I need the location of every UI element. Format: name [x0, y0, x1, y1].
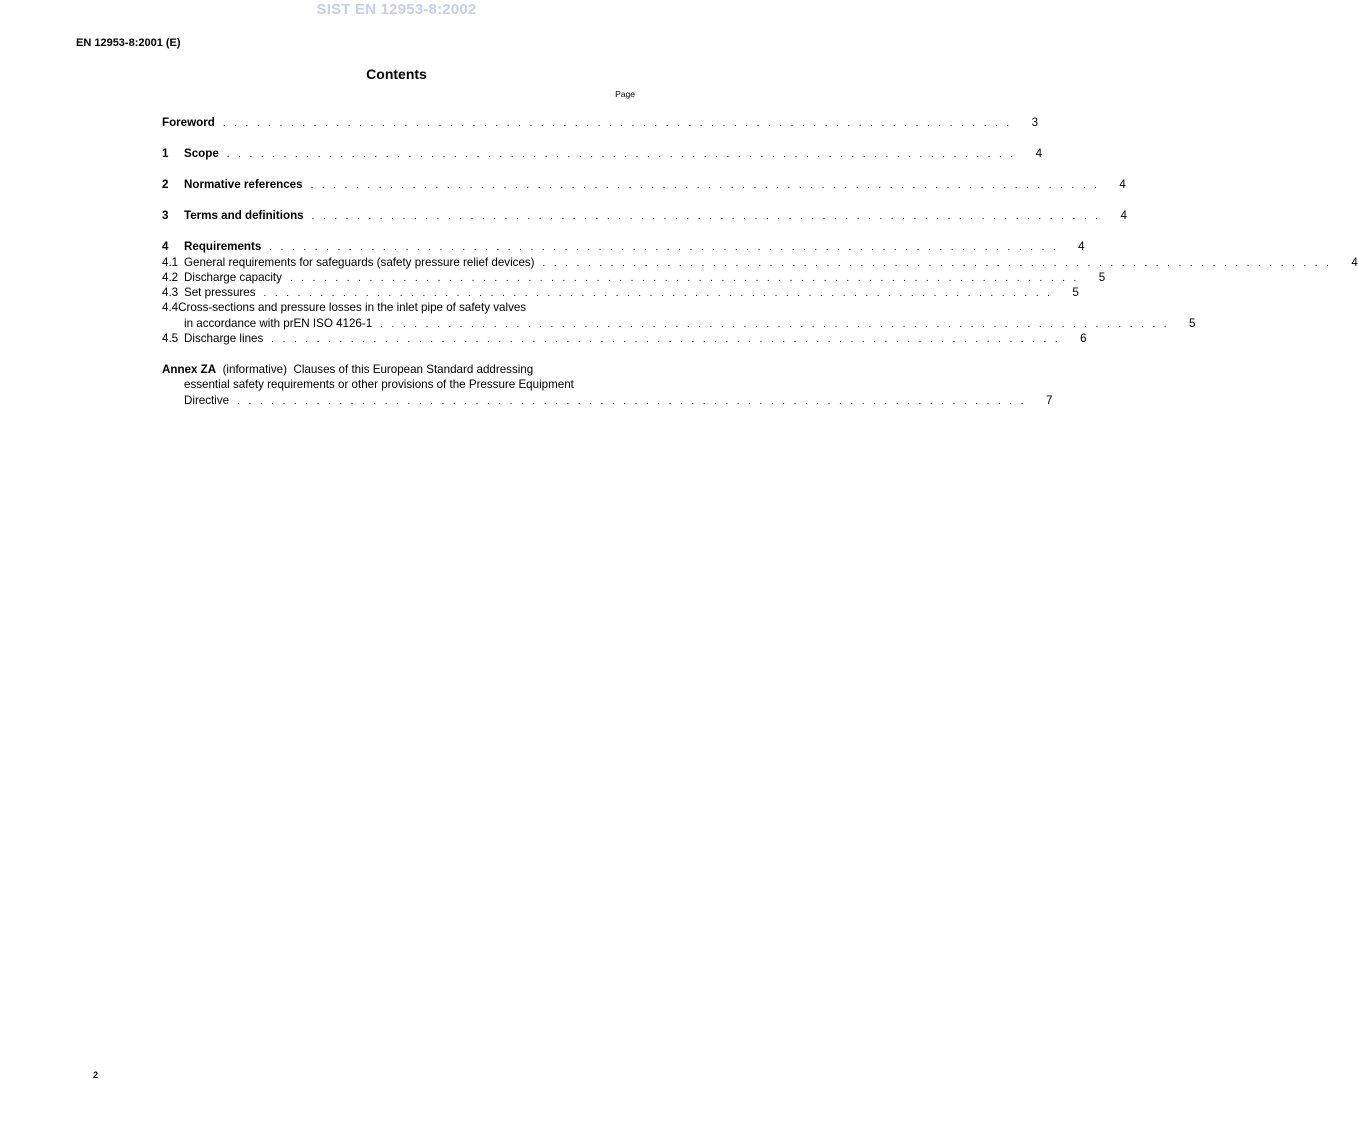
toc-entry-label — [162, 255, 543, 270]
toc-entry-terms-and-definitions[interactable] — [162, 208, 1127, 223]
toc-page-number: 5 — [1098, 271, 1106, 284]
toc-page-number: 4 — [1119, 178, 1126, 191]
toc-entry-number: 4.3 — [162, 286, 179, 299]
toc-entry-label — [162, 285, 264, 300]
annex-type: (informative) — [222, 363, 287, 376]
page-number: 2 — [93, 1070, 99, 1080]
toc-page-number: 3 — [1031, 116, 1039, 129]
leader-dots: . . . . . . . . . . . . . . . . . . . . . . . . . . . . . . . . . . . . . . . . . . . . . . . . . . . . . . . . . . . . . . . . . . . . . . — [263, 288, 1053, 299]
toc-entry-label — [162, 270, 290, 285]
contents-title: Contents — [366, 66, 427, 82]
page-column-label: Page — [615, 89, 635, 99]
annex-title-line2: essential safety requirements or other provisions of the Pressure Equipment — [184, 378, 574, 391]
toc-entry-title: Cross-sections and pressure losses in the inlet pipe of safety valves — [178, 301, 527, 314]
leader-dots: . . . . . . . . . . . . . . . . . . . . . . . . . . . . . . . . . . . . . . . . . . . . . . . . . . . . . . . . . . . . . . . . . . . . . . — [289, 273, 1080, 284]
toc-page-number: 4 — [1351, 256, 1358, 269]
toc-entry-number: 4 — [162, 240, 169, 253]
toc-entry-annex-za-line2 — [162, 377, 574, 392]
document-id: EN 12953-8:2001 (E) — [76, 37, 181, 49]
toc-entry-number: 4.1 — [162, 256, 179, 269]
toc-page-number: 5 — [1072, 286, 1079, 299]
toc-entry-normative-references[interactable] — [162, 177, 1126, 192]
toc-entry-label — [162, 177, 311, 192]
toc-entry-label — [162, 239, 269, 254]
leader-dots: . . . . . . . . . . . . . . . . . . . . . . . . . . . . . . . . . . . . . . . . . . . . . . . . . . . . . . . . . . . . . . . . . . . . . . — [542, 258, 1332, 269]
toc-entry-annex-za-line3[interactable] — [162, 393, 1053, 408]
toc-entry-number: 4.5 — [162, 332, 179, 345]
toc-entry-number: 4.2 — [162, 271, 179, 284]
toc-entry-4-4-line1[interactable] — [162, 300, 526, 315]
watermark: SIST EN 12953-8:2002 — [316, 1, 477, 18]
toc-entry-number: 2 — [162, 178, 169, 191]
toc-entry-title: Discharge capacity — [184, 271, 282, 284]
toc-entry-4-5[interactable] — [162, 331, 1087, 346]
leader-dots: . . . . . . . . . . . . . . . . . . . . . . . . . . . . . . . . . . . . . . . . . . . . . . . . . . . . . . . . . . . . . . . . . . . . . . — [269, 242, 1059, 253]
toc-entry-label: in accordance with prEN ISO 4126-1 — [184, 317, 373, 330]
toc-page-number: 5 — [1189, 317, 1196, 330]
toc-entry-4-2[interactable] — [162, 270, 1106, 285]
toc-entry-label — [162, 208, 312, 223]
toc-entry-number: 3 — [162, 209, 169, 222]
toc-entry-label — [162, 331, 271, 346]
leader-dots: . . . . . . . . . . . . . . . . . . . . . . . . . . . . . . . . . . . . . . . . . . . . . . . . . . . . . . . . . . . . . . . . . . . . . . — [310, 180, 1100, 191]
toc-entry-label: Foreword — [162, 116, 215, 129]
toc-entry-label — [162, 146, 227, 161]
toc-page-number: 4 — [1120, 209, 1127, 222]
leader-dots: . . . . . . . . . . . . . . . . . . . . . . . . . . . . . . . . . . . . . . . . . . . . . . . . . . . . . . . . . . . . . . . . . . . . . . — [380, 319, 1170, 330]
toc-entry-requirements[interactable] — [162, 239, 1085, 254]
toc-entry-number: 4.4 — [162, 301, 179, 314]
toc-entry-title: Normative references — [184, 178, 303, 191]
toc-entry-title: General requirements for safeguards (safety pressure relief devices) — [184, 256, 535, 269]
toc-page-number: 4 — [1035, 147, 1043, 160]
toc-entry-title: Discharge lines — [184, 332, 264, 345]
toc-entry-number: 1 — [162, 147, 169, 160]
toc-entry-4-4-line2[interactable] — [162, 316, 1196, 331]
toc-page-number: 4 — [1078, 240, 1085, 253]
toc-entry-title: Requirements — [184, 240, 262, 253]
leader-dots: . . . . . . . . . . . . . . . . . . . . . . . . . . . . . . . . . . . . . . . . . . . . . . . . . . . . . . . . . . . . . . . . . . . . . . — [222, 118, 1013, 129]
toc-page-number: 6 — [1080, 332, 1087, 345]
annex-label: Annex ZA — [162, 363, 217, 376]
leader-dots: . . . . . . . . . . . . . . . . . . . . . . . . . . . . . . . . . . . . . . . . . . . . . . . . . . . . . . . . . . . . . . . . . . . . . . — [311, 211, 1101, 222]
toc-page-number: 7 — [1045, 394, 1053, 407]
leader-dots: . . . . . . . . . . . . . . . . . . . . . . . . . . . . . . . . . . . . . . . . . . . . . . . . . . . . . . . . . . . . . . . . . . . . . . — [271, 334, 1061, 345]
toc-entry-foreword[interactable] — [162, 115, 1039, 130]
toc-entry-4-3[interactable] — [162, 285, 1079, 300]
toc-entry-4-1[interactable] — [162, 255, 1358, 270]
toc-entry-title: Scope — [184, 147, 219, 160]
toc-entry-title: Terms and definitions — [184, 209, 304, 222]
annex-title-line3: Directive — [184, 394, 230, 407]
toc-entry-annex-za-line1[interactable] — [162, 362, 533, 377]
annex-title-line1: Clauses of this European Standard addressing — [293, 363, 534, 376]
toc-entry-title: Set pressures — [184, 286, 256, 299]
leader-dots: . . . . . . . . . . . . . . . . . . . . . . . . . . . . . . . . . . . . . . . . . . . . . . . . . . . . . . . . . . . . . . . . . . . . . . — [237, 396, 1027, 407]
leader-dots: . . . . . . . . . . . . . . . . . . . . . . . . . . . . . . . . . . . . . . . . . . . . . . . . . . . . . . . . . . . . . . . . . . . . . . — [226, 149, 1017, 160]
toc-entry-scope[interactable] — [162, 146, 1043, 161]
